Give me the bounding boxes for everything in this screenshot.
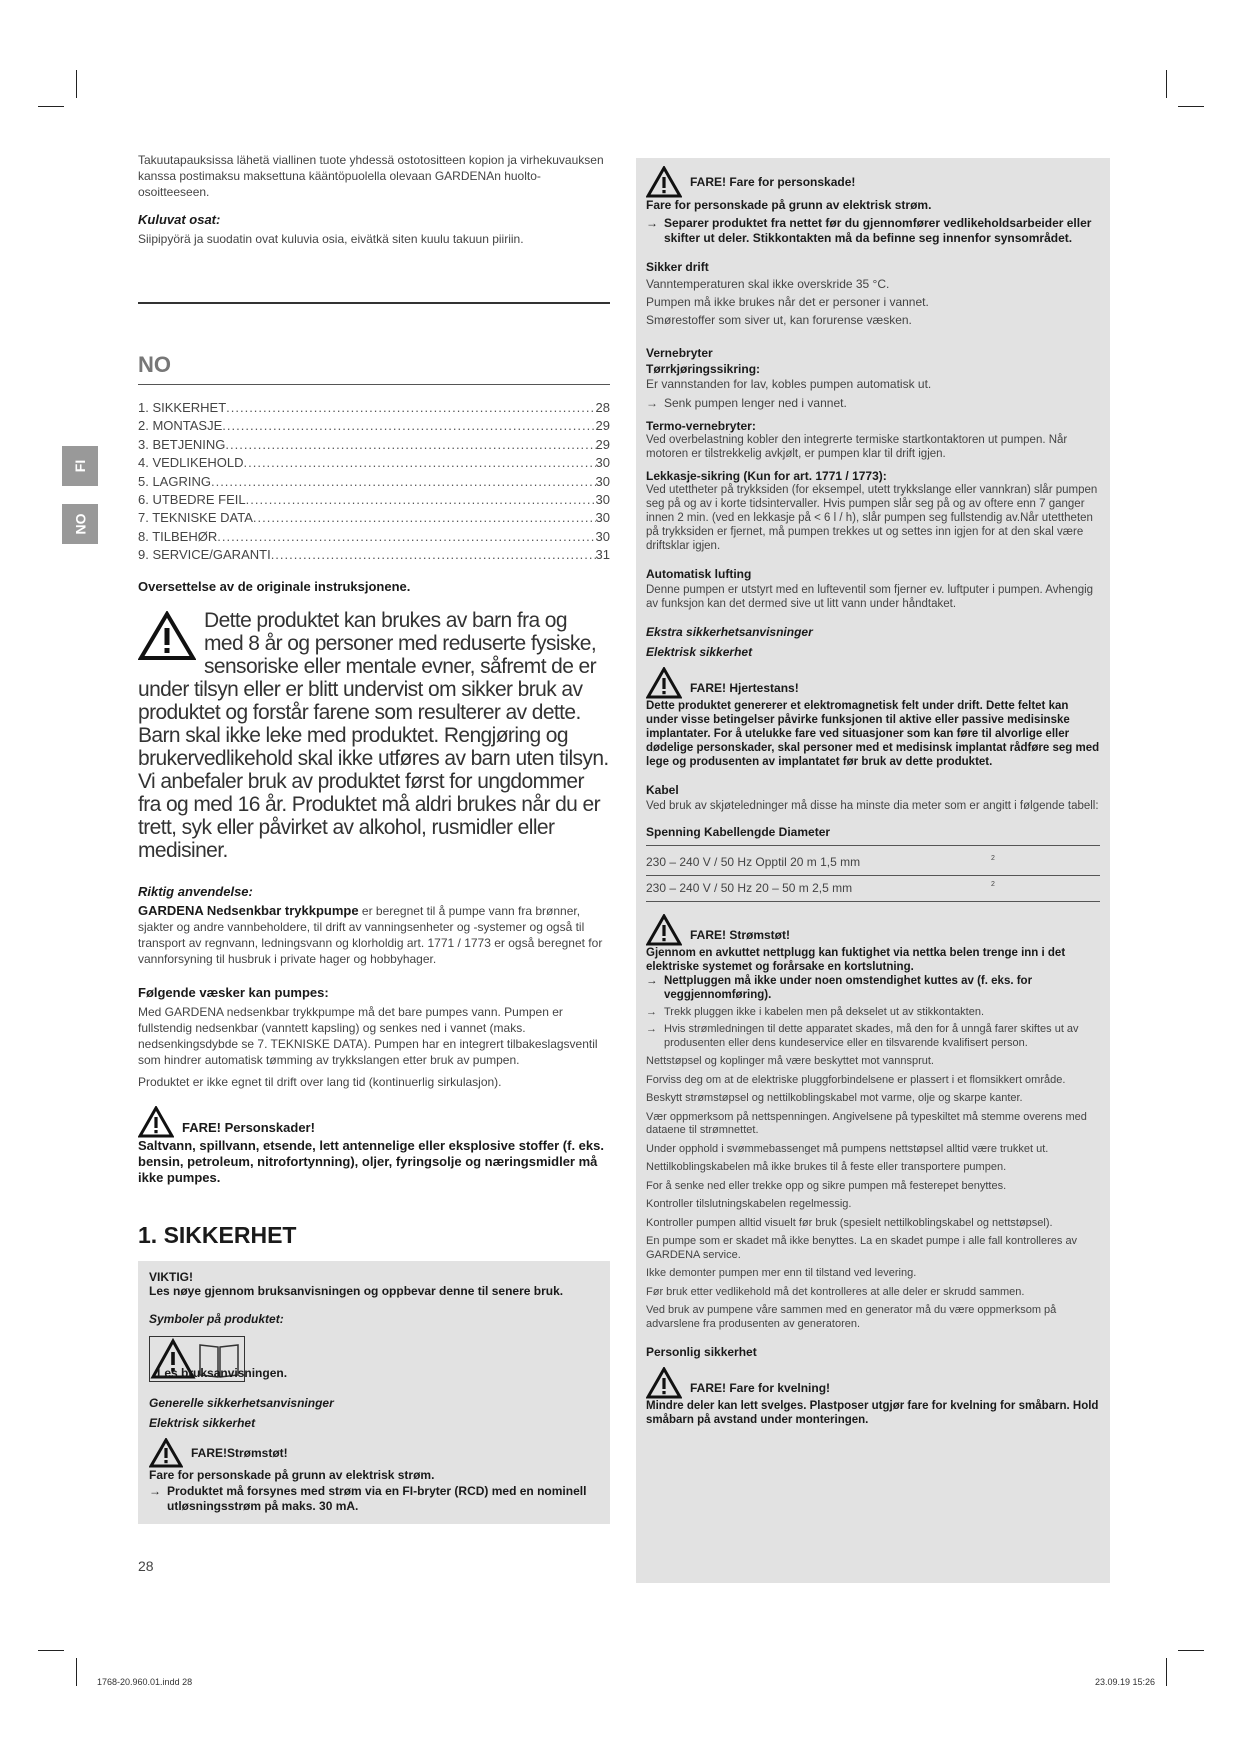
warning-icon xyxy=(149,1438,183,1468)
side-tab-no[interactable]: NO xyxy=(62,504,98,544)
title-rule xyxy=(138,384,610,385)
safety-line: Nettstøpsel og koplinger må være beskyttet mot vannsprut. xyxy=(646,1055,934,1067)
shock-instruction: → Nettpluggen må ikke under noen omstendighet kuttes av (f. eks. for veggjennomføring). xyxy=(646,975,1033,1001)
footer-file: 1768-20.960.01.indd 28 xyxy=(97,1677,193,1687)
shock-instruction: → Produktet må forsynes med strøm via en FI-bryter (RCD) med en nominell utløsningsstrøm på maks. 30 mA. xyxy=(149,1483,587,1513)
symbols-caption: Les bruksanvisningen. xyxy=(157,1365,288,1380)
side-tab-fi[interactable]: FI xyxy=(62,446,98,486)
liquids-text-2: Produktet er ikke egnet til drift over lang tid (kontinuerlig sirkulasjon). xyxy=(138,1074,502,1089)
heart-text: Dette produktet genererer et elektromagnetisk felt under drift. Dette feltet kan under visse betingelser påvirke funksjonen til aktive eller passive medisinske implantater. For å utelukke fare ved situasjoner som kan føre til alvorlige eller dødelige personskader, skal personer med et medisinsk implantat rådføre seg med lege og produsenten av implantatet før bruk av dette produktet. xyxy=(646,700,1100,768)
shock-text: Gjennom en avkuttet nettplugg kan fuktighet via nettka belen trenge inn i det elektriske systemet og forårsake en kortslutning. xyxy=(646,947,1066,973)
toc-item[interactable]: 5. LAGRING ..... 30 xyxy=(138,473,610,491)
safety-line: Under opphold i svømmebassenget må pumpens nettstøpsel alltid være trukket ut. xyxy=(646,1142,1049,1155)
liquids-heading: Følgende væsker kan pumpes: xyxy=(138,984,329,1000)
leak-heading: Lekkasje-sikring (Kun for art. 1771 / 1773): xyxy=(646,469,887,483)
arrow-icon: → xyxy=(646,1006,657,1018)
safety-line: Kontroller tilslutningskabelen regelmessig. xyxy=(646,1198,852,1210)
warning-icon xyxy=(138,1106,174,1138)
crop-mark xyxy=(38,106,64,107)
no-title: NO xyxy=(138,352,171,377)
arrow-icon: → xyxy=(646,216,658,230)
toc-item[interactable]: 9. SERVICE/GARANTI ..... 31 xyxy=(138,546,610,564)
crop-mark xyxy=(1166,70,1167,98)
safe-line: Smørestoffer som siver ut, kan forurense væsken. xyxy=(646,313,912,327)
safety-line: Kontroller pumpen alltid visuelt før bruk (spesielt nettilkoblingskabel og nettstøpsel). xyxy=(646,1216,1053,1229)
fi-wear-heading: Kuluvat osat: xyxy=(138,212,221,227)
important-label: VIKTIG! xyxy=(149,1269,193,1284)
crop-mark xyxy=(1178,1650,1204,1651)
arrow-icon: → xyxy=(646,1023,657,1035)
use-text: GARDENA Nedsenkbar trykkpumpe er beregnet til å pumpe vann fra brønner, sjakter og andre vannbeholdere, til drift av vanningsenheter og -systemer og også til transport av regnvann, ledningsvann og klorholdig art. 1771 / 1773 er også beregnet for vannforsyning til husbruk i private hager og hobbyhager. xyxy=(138,902,603,966)
important-text: Les nøye gjennom bruksanvisningen og oppbevar denne til senere bruk. xyxy=(149,1283,564,1298)
safety-line: Forviss deg om at de elektriske pluggforbindelsene er plassert i et flomsikkert område. xyxy=(646,1073,1066,1086)
safety-line: Før bruk etter vedlikehold må det kontrolleres at alle deler er skrudd sammen. xyxy=(646,1285,1025,1298)
right-column-box xyxy=(636,158,1110,1583)
choke-text: Mindre deler kan lett svelges. Plastposer utgjør fare for kvelning for småbarn. Hold småbarn på avstand under monteringen. xyxy=(646,1400,1099,1426)
liquids-text: Med GARDENA nedsenkbar trykkpumpe må det bare pumpes vann. Pumpen er fullstendig nedsenkbar (vanntett kapsling) og senkes ned i vannet (maks. nedsenkingsdybde se 7. TEKNISKE DATA). Pumpen har en integrert tilbakeslagsventil som hindrer automatisk tømming av trykkslangen etter bruk av pumpen. xyxy=(138,1004,598,1067)
children-warning: Dette produktet kan brukes av barn fra og med 8 år og personer med reduserte fysiske, sensoriske eller mentale evner, såfremt de er under tilsyn eller er blitt undervist om sikker bruk av produktet og forstår farene som resulterer av dette. Barn skal ikke leke med produktet. Rengjøring og brukervedlikehold skal ikke utføres av barn uten tilsyn. Vi anbefaler bruk av produktet først for ungdommer fra og med 16 år. Produktet må aldri brukes når du er trett, syk eller påvirket av alkohol, rusmidler eller medisiner. xyxy=(138,608,609,862)
crop-mark xyxy=(76,1658,77,1686)
toc-item[interactable]: 3. BETJENING ..... 29 xyxy=(138,436,610,454)
table-row: 230 – 240 V / 50 Hz 20 – 50 m 2,5 mm 2 xyxy=(646,876,1100,902)
safety-line: Ved bruk av pumpene våre sammen med en generator må du være oppmerksom på advarslene fra produsenten av generatoren. xyxy=(646,1304,1057,1330)
page-number: 28 xyxy=(138,1557,154,1574)
safety-line: En pumpe som er skadet må ikke benyttes. La en skadet pumpe i alle fall kontrolleres av GARDENA service. xyxy=(646,1235,1078,1261)
cable-table-header: Spenning Kabellengde Diameter xyxy=(646,825,1100,846)
leak-text: Ved utettheter på trykksiden (for eksempel, utett trykkslange eller vannkran) slår pumpen seg på og av i korte tidsintervaller. Hvis pumpen slår seg på og av oftere enn 7 ganger innen 2 min. (ved en lekkasje på < 6 l / h), slår pumpen seg fullstendig av.Når utettheten på trykksiden er fjernet, må pumpen trekkes ut og settes inn igjen for at den skal være driftsklar igjen. xyxy=(646,484,1098,552)
arrow-icon: → xyxy=(646,396,658,410)
warning-icon xyxy=(138,611,196,666)
translation-note: Oversettelse av de originale instruksjonene. xyxy=(138,578,411,594)
section-heading: 1. SIKKERHET xyxy=(138,1221,297,1248)
safety-box xyxy=(138,1261,610,1524)
elec-heading: Elektrisk sikkerhet xyxy=(646,645,753,659)
symbols-row xyxy=(149,1336,599,1382)
crop-mark xyxy=(1166,1658,1167,1686)
thermo-text: Ved overbelastning kobler den integrerte termiske startkontaktoren ut pumpen. Når motoren er tilstrekkelig avkjølt, er pumpen klar til drift igjen. xyxy=(646,434,1068,460)
shock-instruction: → Hvis strømledningen til dette apparatet skades, må den for å unngå farer skiftes ut av produsenten eller dens kundeservice eller en tilsvarende kvalifisert person. xyxy=(646,1023,1079,1049)
extra-heading: Ekstra sikkerhetsanvisninger xyxy=(646,625,813,639)
footer-date: 23.09.19 15:26 xyxy=(1094,1677,1155,1687)
warning-icon xyxy=(646,166,682,198)
toc-item[interactable]: 4. VEDLIKEHOLD ..... 30 xyxy=(138,454,610,472)
safety-line: For å senke ned eller trekke opp og sikre pumpen må festerepet benyttes. xyxy=(646,1179,1007,1192)
thermo-heading: Termo-vernebryter: xyxy=(646,419,756,433)
fi-intro: Takuutapauksissa lähetä viallinen tuote yhdessä ostotositteen kopion ja virhekuvauksen kanssa postimaksu maksettuna kääntöpuolella olevaan GARDENAn huolto-osoitteeseen. xyxy=(138,153,604,199)
warning-icon xyxy=(646,914,682,946)
table-row: 230 – 240 V / 50 Hz Opptil 20 m 1,5 mm 2 xyxy=(646,850,1100,876)
danger-personal: FARE! Personskader! xyxy=(138,1106,610,1138)
dry-text: Er vannstanden for lav, kobles pumpen automatisk ut. xyxy=(646,377,932,391)
crop-mark xyxy=(1178,106,1204,107)
toc-item[interactable]: 8. TILBEHØR ..... 30 xyxy=(138,528,610,546)
crop-mark xyxy=(76,70,77,98)
personal-heading: Personlig sikkerhet xyxy=(646,1345,757,1359)
danger-instruction: → Separer produktet fra nettet før du gjennomfører vedlikeholdsarbeider eller skifter ut deler. Stikkontakten må da befinne seg innenfor synsområdet. xyxy=(646,216,1092,245)
warning-icon xyxy=(646,667,682,699)
general-heading: Generelle sikkerhetsanvisninger xyxy=(149,1395,334,1410)
heart-warning: FARE! Hjertestans! xyxy=(646,667,1100,699)
toc-item[interactable]: 1. SIKKERHET ..... 28 xyxy=(138,399,610,417)
warning-icon xyxy=(646,1367,682,1399)
cable-text: Ved bruk av skjøteledninger må disse ha minste dia meter som er angitt i følgende tabell: xyxy=(646,800,1099,812)
safety-line: Vær oppmerksom på nettspenningen. Angivelsene på typeskiltet må stemme overens med dataene til strømnettet. xyxy=(646,1110,1087,1136)
danger-text: Fare for personskade på grunn av elektrisk strøm. xyxy=(646,198,932,212)
crop-mark xyxy=(38,1650,64,1651)
safety-line: Nettilkoblingskabelen må ikke brukes til å feste eller transportere pumpen. xyxy=(646,1161,1007,1173)
cable-table xyxy=(646,825,1100,902)
choke-warning: FARE! Fare for kvelning! xyxy=(646,1367,1100,1399)
protect-heading: Vernebryter xyxy=(646,346,713,360)
arrow-icon: → xyxy=(149,1483,161,1498)
danger-text: Saltvann, spillvann, etsende, lett antennelige eller eksplosive stoffer (f. eks. bensin, petroleum, nitrofortynning), oljer, fyringsolje og næringsmidler må ikke pumpes. xyxy=(138,1137,604,1185)
vent-text: Denne pumpen er utstyrt med en lufteventil som fjerner ev. luftputer i pumpen. Avhengig av funksjon kan det dermed sive ut litt vann under håndtaket. xyxy=(646,584,1094,610)
safe-heading: Sikker drift xyxy=(646,260,709,274)
shock-warning: FARE!Strømstøt! xyxy=(149,1438,599,1468)
left-column xyxy=(138,152,610,1574)
shock-instruction: → Trekk pluggen ikke i kabelen men på dekselet ut av stikkontakten. xyxy=(646,1006,984,1018)
safety-line: Beskytt strømstøpsel og nettilkoblingskabel mot varme, olje og skarpe kanter. xyxy=(646,1092,1023,1104)
safety-line: Ikke demonter pumpen mer enn til tilstand ved levering. xyxy=(646,1267,917,1279)
dry-instruction: → Senk pumpen lenger ned i vannet. xyxy=(646,396,847,410)
toc-item[interactable]: 7. TEKNISKE DATA ..... 30 xyxy=(138,509,610,527)
arrow-icon: → xyxy=(646,975,658,987)
dry-heading: Tørrkjøringssikring: xyxy=(646,362,761,376)
vent-heading: Automatisk lufting xyxy=(646,567,752,581)
safe-line: Pumpen må ikke brukes når det er personer i vannet. xyxy=(646,295,929,309)
table-of-contents xyxy=(138,399,610,565)
shock-warning: FARE! Strømstøt! xyxy=(646,914,1100,946)
electrical-heading: Elektrisk sikkerhet xyxy=(149,1415,256,1430)
danger-injury: FARE! Fare for personskade! xyxy=(646,166,1100,198)
symbols-heading: Symboler på produktet: xyxy=(149,1311,284,1326)
toc-item[interactable]: 6. UTBEDRE FEIL ..... 30 xyxy=(138,491,610,509)
safe-line: Vanntemperaturen skal ikke overskride 35 °C. xyxy=(646,277,890,291)
cable-heading: Kabel xyxy=(646,783,679,797)
use-heading: Riktig anvendelse: xyxy=(138,883,253,899)
shock-text: Fare for personskade på grunn av elektrisk strøm. xyxy=(149,1467,435,1482)
section-separator xyxy=(138,302,610,304)
toc-item[interactable]: 2. MONTASJE ..... 29 xyxy=(138,417,610,435)
safety-lines xyxy=(646,1055,1100,1331)
fi-wear-text: Siipipyörä ja suodatin ovat kuluvia osia, eivätkä siten kuulu takuun piiriin. xyxy=(138,232,524,246)
